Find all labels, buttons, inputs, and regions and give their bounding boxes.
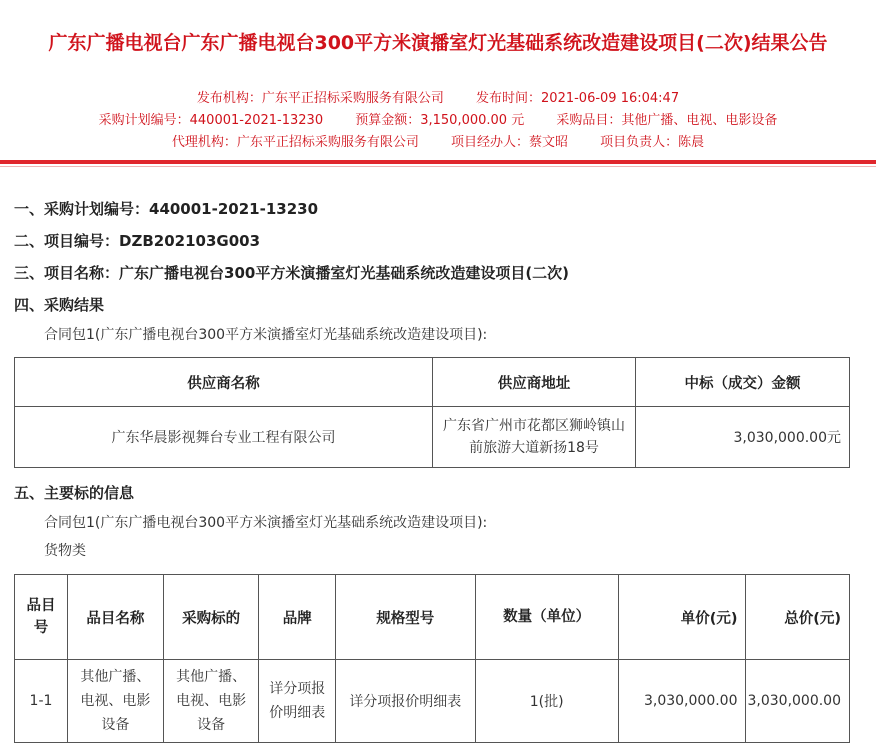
- publish-time: 发布时间：2021-06-09 16:04:47: [476, 91, 680, 106]
- meta-row-1: [0, 87, 876, 106]
- publisher: 发布机构：广东平正招标采购服务有限公司: [196, 91, 444, 106]
- item-name: 其他广播、电视、电影设备: [67, 660, 163, 743]
- items-contract-label: 合同包1(广东广播电视台300平方米演播室灯光基础系统改造建设项目):: [44, 515, 488, 531]
- result-table-header: [15, 358, 850, 407]
- result-table: [14, 357, 850, 468]
- award-amount: 3,030,000.00元: [636, 407, 850, 468]
- th-supplier-address: 供应商地址: [433, 358, 636, 407]
- th-award-amount: 中标（成交）金额: [636, 358, 850, 407]
- result-contract-label: 合同包1(广东广播电视台300平方米演播室灯光基础系统改造建设项目):: [44, 327, 488, 343]
- supplier-name: 广东华晨影视舞台专业工程有限公司: [15, 407, 433, 468]
- meta-row-2: [0, 109, 876, 128]
- th-item-name: 品目名称: [67, 575, 163, 660]
- th-spec: 规格型号: [336, 575, 475, 660]
- th-item-no: 品目号: [15, 575, 68, 660]
- table-row: [15, 407, 850, 468]
- th-total-price: 总价(元): [746, 575, 850, 660]
- supplier-address: 广东省广州市花都区狮岭镇山前旅游大道新扬18号: [433, 407, 636, 468]
- items-table: [14, 574, 850, 743]
- th-supplier-name: 供应商名称: [15, 358, 433, 407]
- item-unit-price: 3,030,000.00: [618, 660, 746, 743]
- section-project-number: 二、项目编号：DZB202103G003: [14, 232, 261, 250]
- section-items-heading: 五、主要标的信息: [14, 484, 135, 502]
- item-total-price: 3,030,000.00: [746, 660, 850, 743]
- plan-number: 采购计划编号：440001-2021-13230: [98, 113, 324, 128]
- page-title: 广东广播电视台广东广播电视台300平方米演播室灯光基础系统改造建设项目(二次)结果公告: [48, 32, 828, 54]
- meta-row-3: [0, 131, 876, 150]
- header-divider: [0, 160, 876, 164]
- item-brand: 详分项报价明细表: [259, 660, 336, 743]
- category: 采购品目：其他广播、电视、电影设备: [556, 113, 778, 128]
- leader: 项目负责人：陈晨: [600, 135, 705, 150]
- table-row: [15, 660, 850, 743]
- section-plan-number: 一、采购计划编号：440001-2021-13230: [14, 200, 319, 218]
- item-spec: 详分项报价明细表: [336, 660, 475, 743]
- section-result-heading: 四、采购结果: [14, 296, 105, 314]
- items-table-header: [15, 575, 850, 660]
- th-target: 采购标的: [163, 575, 259, 660]
- item-target: 其他广播、电视、电影设备: [163, 660, 259, 743]
- item-no: 1-1: [15, 660, 68, 743]
- section-project-name: 三、项目名称：广东广播电视台300平方米演播室灯光基础系统改造建设项目(二次): [14, 264, 570, 282]
- th-quantity: 数量（单位）: [475, 575, 618, 660]
- th-unit-price: 单价(元): [618, 575, 746, 660]
- budget: 预算金额：3,150,000.00 元: [355, 113, 525, 128]
- agency: 代理机构：广东平正招标采购服务有限公司: [171, 135, 419, 150]
- th-brand: 品牌: [259, 575, 336, 660]
- header-divider-shadow: [0, 166, 876, 167]
- items-type-label: 货物类: [44, 543, 86, 559]
- item-quantity: 1(批): [475, 660, 618, 743]
- manager: 项目经办人：蔡文昭: [450, 135, 568, 150]
